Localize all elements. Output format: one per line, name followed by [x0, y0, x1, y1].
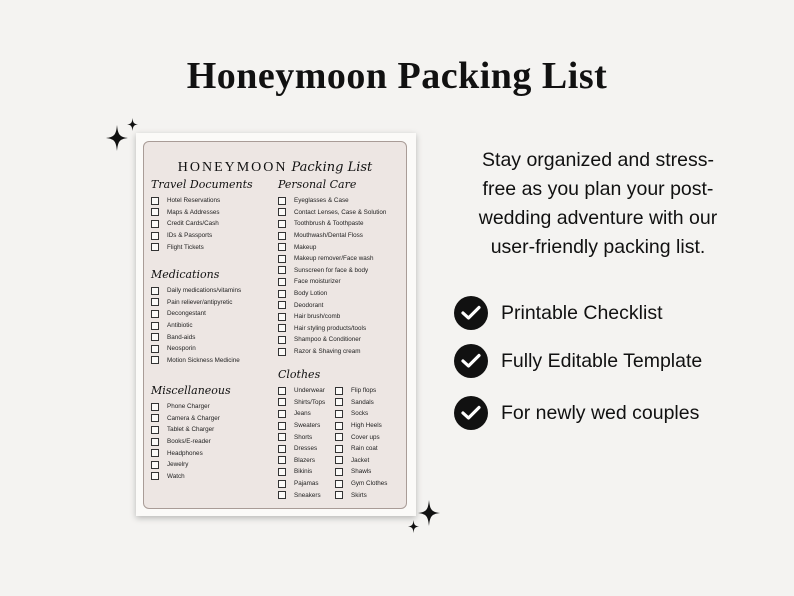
- checklist-item: [335, 431, 401, 443]
- checklist-item-label: Cover ups: [351, 433, 380, 441]
- checklist-item: [278, 253, 403, 265]
- checklist: [335, 385, 401, 501]
- checkbox[interactable]: [335, 456, 343, 464]
- checklist-item: [151, 447, 271, 459]
- checkbox[interactable]: [278, 243, 286, 251]
- checklist-item: [335, 420, 401, 432]
- checklist-item: [335, 455, 401, 467]
- checklist-item: [278, 466, 335, 478]
- checkbox[interactable]: [335, 491, 343, 499]
- feature-label: Fully Editable Template: [501, 349, 703, 372]
- feature-item: [454, 344, 702, 378]
- checkbox[interactable]: [278, 387, 286, 395]
- personal-care-section: [278, 178, 403, 357]
- checkbox[interactable]: [278, 422, 286, 430]
- section-title: Medications: [151, 268, 220, 281]
- tagline-line: free as you plan your post-: [482, 178, 714, 200]
- checklist-item: [151, 436, 271, 448]
- checklist-item-label: Razor & Shaving cream: [294, 348, 361, 356]
- sparkle-icon: [418, 500, 440, 530]
- sheet-title-script: Packing List: [291, 160, 373, 175]
- checklist-item-label: Credit Cards/Cash: [167, 220, 219, 228]
- checklist-item-label: Shirts/Tops: [294, 398, 326, 406]
- checklist-item: [278, 443, 335, 455]
- checklist-item-label: Daily medications/vitamins: [167, 287, 242, 295]
- checklist-item-label: Antibiotic: [167, 322, 193, 330]
- checklist-item-label: Sweaters: [294, 422, 321, 430]
- checklist: [151, 195, 271, 253]
- checkbox[interactable]: [151, 333, 159, 341]
- checklist-item-label: Bikinis: [294, 468, 313, 476]
- checklist-item-label: Phone Charger: [167, 403, 210, 411]
- packing-list-sheet: [136, 133, 416, 516]
- sheet-title-word: HONEYMOON: [177, 160, 288, 175]
- checklist-item-label: Gym Clothes: [351, 480, 388, 488]
- checklist: [278, 385, 335, 501]
- checklist-item-label: Sandals: [351, 398, 374, 406]
- checklist-item: [151, 218, 271, 230]
- checklist-item-label: Motion Sickness Medicine: [167, 356, 240, 364]
- feature-item: [454, 296, 662, 330]
- checkbox[interactable]: [151, 403, 159, 411]
- checkbox[interactable]: [151, 220, 159, 228]
- checkbox[interactable]: [151, 426, 159, 434]
- checklist-item-label: Dresses: [294, 445, 318, 453]
- sparkle-icon: [408, 520, 419, 537]
- sparkle-icon: [106, 125, 128, 155]
- checkbox[interactable]: [335, 433, 343, 441]
- checklist-item-label: Hotel Reservations: [167, 197, 221, 205]
- checklist-item: [278, 230, 403, 242]
- checklist-item: [151, 343, 271, 355]
- checklist-item: [278, 311, 403, 323]
- checklist-item-label: Camera & Charger: [167, 414, 220, 422]
- checkbox[interactable]: [151, 449, 159, 457]
- checklist-item: [151, 207, 271, 219]
- checkbox[interactable]: [151, 461, 159, 469]
- checklist-item-label: Blazers: [294, 456, 315, 464]
- checkbox[interactable]: [151, 472, 159, 480]
- checklist-item: [278, 241, 403, 253]
- checklist-item: [335, 489, 401, 501]
- checkbox[interactable]: [278, 197, 286, 205]
- checklist-item: [335, 466, 401, 478]
- checklist-item: [278, 431, 335, 443]
- checklist-item: [151, 459, 271, 471]
- checkbox[interactable]: [278, 348, 286, 356]
- checkbox[interactable]: [335, 468, 343, 476]
- travel-documents-section: [151, 178, 271, 253]
- checklist-item: [335, 443, 401, 455]
- sheet-frame: [143, 141, 407, 509]
- check-circle-icon: [454, 296, 488, 330]
- checklist-item: [151, 241, 271, 253]
- feature-label: For newly wed couples: [501, 401, 700, 424]
- checklist-item: [151, 308, 271, 320]
- checklist-item-label: Shampoo & Conditioner: [294, 336, 361, 344]
- checklist-item: [151, 424, 271, 436]
- checklist-item: [278, 265, 403, 277]
- checklist-item: [151, 413, 271, 425]
- checkbox[interactable]: [335, 387, 343, 395]
- checkbox[interactable]: [151, 310, 159, 318]
- checklist-item: [151, 401, 271, 413]
- checkbox[interactable]: [278, 324, 286, 332]
- checklist-item: [278, 346, 403, 358]
- checklist-item-label: Shorts: [294, 433, 313, 441]
- checklist-item-label: High Heels: [351, 422, 382, 430]
- checklist-item-label: Face moisturizer: [294, 278, 341, 286]
- checklist-item-label: Band-aids: [167, 333, 196, 341]
- checkbox[interactable]: [278, 468, 286, 476]
- checklist-item-label: Maps & Addresses: [167, 208, 220, 216]
- checklist-item: [278, 195, 403, 207]
- checkbox[interactable]: [151, 243, 159, 251]
- checkbox[interactable]: [151, 438, 159, 446]
- clothes-section: [278, 368, 403, 501]
- checklist-item-label: Toothbrush & Toothpaste: [294, 220, 364, 228]
- miscellaneous-section: [151, 384, 271, 482]
- checkbox[interactable]: [278, 278, 286, 286]
- checklist-item-label: Jacket: [351, 456, 370, 464]
- check-circle-icon: [454, 396, 488, 430]
- checkbox[interactable]: [335, 422, 343, 430]
- checklist-item-label: Underwear: [294, 387, 325, 395]
- checkbox[interactable]: [278, 398, 286, 406]
- checkbox[interactable]: [278, 336, 286, 344]
- checklist-item: [278, 334, 403, 346]
- checklist-item: [151, 195, 271, 207]
- checklist-item-label: IDs & Passports: [167, 232, 213, 240]
- checklist-item: [278, 385, 335, 397]
- checkbox[interactable]: [278, 220, 286, 228]
- checklist: [278, 195, 403, 357]
- checklist-item: [278, 478, 335, 490]
- checkbox[interactable]: [278, 491, 286, 499]
- checkbox[interactable]: [278, 290, 286, 298]
- checklist-item-label: Headphones: [167, 449, 203, 457]
- checklist-item: [278, 408, 335, 420]
- checkbox[interactable]: [151, 208, 159, 216]
- checklist-item: [151, 355, 271, 367]
- checkbox[interactable]: [278, 433, 286, 441]
- checklist-item: [278, 455, 335, 467]
- page-headline: Honeymoon Packing List: [186, 55, 608, 97]
- checkbox[interactable]: [278, 232, 286, 240]
- checklist: [151, 285, 271, 366]
- checklist-item: [335, 408, 401, 420]
- check-circle-icon: [454, 344, 488, 378]
- checklist-item-label: Contact Lenses, Case & Solution: [294, 208, 387, 216]
- checkbox[interactable]: [278, 266, 286, 274]
- checklist-item: [335, 385, 401, 397]
- checklist-item: [278, 323, 403, 335]
- feature-item: [454, 396, 699, 430]
- checklist-item-label: Flight Tickets: [167, 243, 204, 251]
- checklist-item-label: Skirts: [351, 491, 367, 499]
- checklist-item-label: Mouthwash/Dental Floss: [294, 232, 363, 240]
- checklist-item-label: Neosporin: [167, 345, 196, 353]
- tagline-line: Stay organized and stress-: [482, 149, 714, 171]
- checklist-item-label: Eyeglasses & Case: [294, 197, 349, 205]
- checkbox[interactable]: [151, 287, 159, 295]
- checkbox[interactable]: [335, 410, 343, 418]
- sheet-title: [144, 158, 406, 176]
- checklist-item: [278, 218, 403, 230]
- checklist-item-label: Tablet & Charger: [167, 426, 215, 434]
- checklist-item-label: Socks: [351, 410, 369, 418]
- checklist-item-label: Makeup remover/Face wash: [294, 255, 374, 263]
- checklist-item-label: Hair brush/comb: [294, 313, 341, 321]
- checkbox[interactable]: [151, 232, 159, 240]
- checkbox[interactable]: [278, 480, 286, 488]
- checkbox[interactable]: [278, 208, 286, 216]
- checklist-item-label: Decongestant: [167, 310, 206, 318]
- checklist-item: [151, 297, 271, 309]
- checklist-item-label: Body Lotion: [294, 290, 328, 298]
- checklist-item-label: Deodorant: [294, 301, 324, 309]
- checklist-item-label: Sneakers: [294, 491, 321, 499]
- checkbox[interactable]: [278, 301, 286, 309]
- checklist-item: [151, 320, 271, 332]
- checklist-item: [335, 397, 401, 409]
- checkbox[interactable]: [278, 255, 286, 263]
- tagline: [448, 146, 748, 262]
- checklist-item-label: Rain coat: [351, 445, 378, 453]
- checkbox[interactable]: [278, 410, 286, 418]
- checkbox[interactable]: [335, 445, 343, 453]
- checklist: [151, 401, 271, 482]
- checklist-item-label: Books/E-reader: [167, 438, 211, 446]
- checklist-item: [151, 331, 271, 343]
- checklist-item: [151, 471, 271, 483]
- checklist-item-label: Jeans: [294, 410, 311, 418]
- checklist-item-label: Makeup: [294, 243, 317, 251]
- checkbox[interactable]: [151, 197, 159, 205]
- feature-label: Printable Checklist: [501, 301, 663, 324]
- tagline-line: user-friendly packing list.: [490, 236, 706, 258]
- tagline-line: wedding adventure with our: [478, 207, 718, 229]
- medications-section: [151, 268, 271, 366]
- checkbox[interactable]: [151, 345, 159, 353]
- checklist-item: [278, 299, 403, 311]
- checklist-item: [278, 207, 403, 219]
- checklist-item: [278, 489, 335, 501]
- checklist-item: [278, 288, 403, 300]
- checklist-item: [278, 397, 335, 409]
- checklist-item: [151, 230, 271, 242]
- checkbox[interactable]: [151, 322, 159, 330]
- checklist-item-label: Pain reliever/antipyretic: [167, 298, 233, 306]
- checkbox[interactable]: [335, 398, 343, 406]
- checkbox[interactable]: [278, 445, 286, 453]
- checklist-item-label: Sunscreen for face & body: [294, 266, 369, 274]
- checklist-item-label: Watch: [167, 472, 185, 480]
- section-title: Travel Documents: [151, 178, 253, 191]
- checklist-item-label: Jewelry: [167, 461, 189, 469]
- checkbox[interactable]: [151, 298, 159, 306]
- checkbox[interactable]: [335, 480, 343, 488]
- section-title: Miscellaneous: [151, 384, 231, 397]
- checklist-item: [151, 285, 271, 297]
- section-title: Clothes: [278, 368, 321, 381]
- checklist-item-label: Shawls: [351, 468, 372, 476]
- checklist-item-label: Flip flops: [351, 387, 377, 395]
- checkbox[interactable]: [151, 414, 159, 422]
- section-title: Personal Care: [278, 178, 357, 191]
- checkbox[interactable]: [278, 456, 286, 464]
- checklist-item-label: Hair styling products/tools: [294, 324, 367, 332]
- checkbox[interactable]: [278, 313, 286, 321]
- checklist-item: [335, 478, 401, 490]
- checkbox[interactable]: [151, 356, 159, 364]
- checklist-item-label: Pajamas: [294, 480, 319, 488]
- checklist-item: [278, 276, 403, 288]
- checklist-item: [278, 420, 335, 432]
